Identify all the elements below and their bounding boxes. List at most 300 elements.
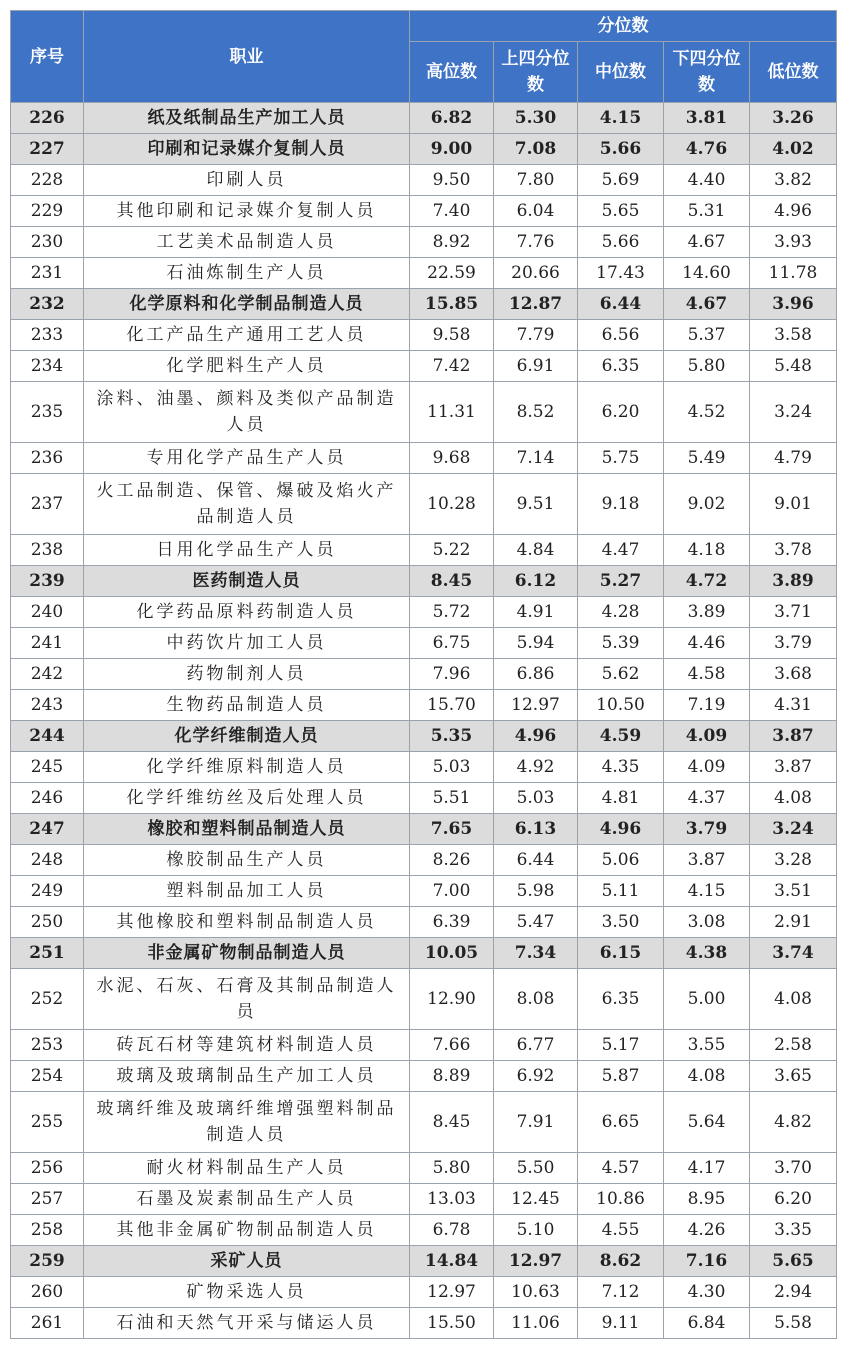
row-occupation: 化学肥料生产人员 xyxy=(84,351,410,382)
row-low: 5.65 xyxy=(750,1246,837,1277)
row-low: 3.82 xyxy=(750,165,837,196)
row-median: 3.50 xyxy=(578,907,664,938)
table-row xyxy=(11,1153,837,1184)
row-median: 17.43 xyxy=(578,258,664,289)
row-low: 9.01 xyxy=(750,474,837,535)
row-median: 6.20 xyxy=(578,382,664,443)
row-upper-quartile: 6.04 xyxy=(494,196,578,227)
row-occupation: 石油炼制生产人员 xyxy=(84,258,410,289)
row-median: 5.66 xyxy=(578,134,664,165)
row-upper-quartile: 4.91 xyxy=(494,597,578,628)
row-occupation: 专用化学产品生产人员 xyxy=(84,443,410,474)
row-lower-quartile: 3.87 xyxy=(664,845,750,876)
row-low: 4.82 xyxy=(750,1092,837,1153)
row-occupation: 其他非金属矿物制品制造人员 xyxy=(84,1215,410,1246)
header-lower-quartile: 下四分位数 xyxy=(664,42,750,103)
row-occupation: 火工品制造、保管、爆破及焰火产品制造人员 xyxy=(84,474,410,535)
row-low: 6.20 xyxy=(750,1184,837,1215)
row-occupation: 印刷人员 xyxy=(84,165,410,196)
header-low: 低位数 xyxy=(750,42,837,103)
row-lower-quartile: 4.52 xyxy=(664,382,750,443)
row-high: 15.50 xyxy=(410,1308,494,1339)
row-high: 9.68 xyxy=(410,443,494,474)
row-occupation: 耐火材料制品生产人员 xyxy=(84,1153,410,1184)
row-seq: 252 xyxy=(11,969,84,1030)
row-seq: 241 xyxy=(11,628,84,659)
table-row xyxy=(11,752,837,783)
row-median: 9.18 xyxy=(578,474,664,535)
row-lower-quartile: 4.17 xyxy=(664,1153,750,1184)
row-lower-quartile: 4.67 xyxy=(664,289,750,320)
row-median: 7.12 xyxy=(578,1277,664,1308)
row-upper-quartile: 10.63 xyxy=(494,1277,578,1308)
row-occupation: 生物药品制造人员 xyxy=(84,690,410,721)
row-seq: 238 xyxy=(11,535,84,566)
table-row xyxy=(11,783,837,814)
row-low: 2.91 xyxy=(750,907,837,938)
row-upper-quartile: 6.77 xyxy=(494,1030,578,1061)
row-upper-quartile: 9.51 xyxy=(494,474,578,535)
row-high: 10.05 xyxy=(410,938,494,969)
row-median: 4.81 xyxy=(578,783,664,814)
row-low: 2.94 xyxy=(750,1277,837,1308)
row-upper-quartile: 8.52 xyxy=(494,382,578,443)
row-median: 8.62 xyxy=(578,1246,664,1277)
row-lower-quartile: 5.80 xyxy=(664,351,750,382)
row-high: 8.92 xyxy=(410,227,494,258)
row-low: 3.78 xyxy=(750,535,837,566)
row-median: 10.50 xyxy=(578,690,664,721)
table-row xyxy=(11,1092,837,1153)
row-median: 5.11 xyxy=(578,876,664,907)
row-low: 3.26 xyxy=(750,103,837,134)
row-high: 6.82 xyxy=(410,103,494,134)
row-high: 6.75 xyxy=(410,628,494,659)
table-row-category xyxy=(11,1246,837,1277)
row-high: 9.00 xyxy=(410,134,494,165)
row-upper-quartile: 20.66 xyxy=(494,258,578,289)
row-low: 3.71 xyxy=(750,597,837,628)
row-high: 7.42 xyxy=(410,351,494,382)
row-high: 12.97 xyxy=(410,1277,494,1308)
row-high: 5.51 xyxy=(410,783,494,814)
row-low: 3.79 xyxy=(750,628,837,659)
row-median: 4.15 xyxy=(578,103,664,134)
row-lower-quartile: 4.72 xyxy=(664,566,750,597)
row-lower-quartile: 5.37 xyxy=(664,320,750,351)
row-low: 3.35 xyxy=(750,1215,837,1246)
row-upper-quartile: 5.30 xyxy=(494,103,578,134)
header-seq: 序号 xyxy=(11,11,84,103)
row-lower-quartile: 4.46 xyxy=(664,628,750,659)
row-high: 9.50 xyxy=(410,165,494,196)
row-occupation: 化学原料和化学制品制造人员 xyxy=(84,289,410,320)
row-upper-quartile: 6.92 xyxy=(494,1061,578,1092)
row-low: 3.93 xyxy=(750,227,837,258)
table-row xyxy=(11,969,837,1030)
row-occupation: 其他印刷和记录媒介复制人员 xyxy=(84,196,410,227)
header-median: 中位数 xyxy=(578,42,664,103)
row-upper-quartile: 12.97 xyxy=(494,1246,578,1277)
row-upper-quartile: 7.79 xyxy=(494,320,578,351)
row-seq: 235 xyxy=(11,382,84,443)
row-occupation: 砖瓦石材等建筑材料制造人员 xyxy=(84,1030,410,1061)
row-median: 5.69 xyxy=(578,165,664,196)
row-lower-quartile: 3.55 xyxy=(664,1030,750,1061)
row-occupation: 印刷和记录媒介复制人员 xyxy=(84,134,410,165)
row-seq: 230 xyxy=(11,227,84,258)
table-row xyxy=(11,320,837,351)
row-low: 4.96 xyxy=(750,196,837,227)
row-occupation: 医药制造人员 xyxy=(84,566,410,597)
table-row xyxy=(11,165,837,196)
row-upper-quartile: 4.96 xyxy=(494,721,578,752)
row-seq: 255 xyxy=(11,1092,84,1153)
row-lower-quartile: 5.49 xyxy=(664,443,750,474)
row-low: 4.79 xyxy=(750,443,837,474)
row-upper-quartile: 5.10 xyxy=(494,1215,578,1246)
row-median: 5.75 xyxy=(578,443,664,474)
row-upper-quartile: 12.97 xyxy=(494,690,578,721)
header-quantile-group: 分位数 xyxy=(410,11,837,42)
row-occupation: 橡胶和塑料制品制造人员 xyxy=(84,814,410,845)
table-row xyxy=(11,258,837,289)
table-row xyxy=(11,1061,837,1092)
row-median: 4.28 xyxy=(578,597,664,628)
row-seq: 237 xyxy=(11,474,84,535)
row-upper-quartile: 5.03 xyxy=(494,783,578,814)
row-high: 7.66 xyxy=(410,1030,494,1061)
row-median: 6.35 xyxy=(578,351,664,382)
row-high: 10.28 xyxy=(410,474,494,535)
row-occupation: 化工产品生产通用工艺人员 xyxy=(84,320,410,351)
row-seq: 227 xyxy=(11,134,84,165)
table-row xyxy=(11,597,837,628)
row-seq: 244 xyxy=(11,721,84,752)
row-seq: 236 xyxy=(11,443,84,474)
row-lower-quartile: 4.08 xyxy=(664,1061,750,1092)
row-upper-quartile: 7.34 xyxy=(494,938,578,969)
row-seq: 240 xyxy=(11,597,84,628)
row-occupation: 药物制剂人员 xyxy=(84,659,410,690)
table-row xyxy=(11,1184,837,1215)
row-upper-quartile: 6.13 xyxy=(494,814,578,845)
row-seq: 246 xyxy=(11,783,84,814)
table-row-category xyxy=(11,289,837,320)
row-seq: 247 xyxy=(11,814,84,845)
row-seq: 261 xyxy=(11,1308,84,1339)
row-lower-quartile: 6.84 xyxy=(664,1308,750,1339)
table-row xyxy=(11,227,837,258)
row-high: 8.89 xyxy=(410,1061,494,1092)
row-seq: 231 xyxy=(11,258,84,289)
row-low: 3.24 xyxy=(750,382,837,443)
row-occupation: 化学纤维纺丝及后处理人员 xyxy=(84,783,410,814)
row-high: 13.03 xyxy=(410,1184,494,1215)
row-lower-quartile: 3.08 xyxy=(664,907,750,938)
row-low: 4.08 xyxy=(750,969,837,1030)
table-row xyxy=(11,196,837,227)
row-high: 5.22 xyxy=(410,535,494,566)
row-seq: 251 xyxy=(11,938,84,969)
row-seq: 242 xyxy=(11,659,84,690)
row-median: 4.59 xyxy=(578,721,664,752)
wage-quantile-table xyxy=(10,10,837,1339)
row-lower-quartile: 4.76 xyxy=(664,134,750,165)
row-median: 5.27 xyxy=(578,566,664,597)
row-high: 15.85 xyxy=(410,289,494,320)
table-row-category xyxy=(11,814,837,845)
row-high: 6.78 xyxy=(410,1215,494,1246)
row-occupation: 玻璃及玻璃制品生产加工人员 xyxy=(84,1061,410,1092)
table-row xyxy=(11,1308,837,1339)
row-high: 5.03 xyxy=(410,752,494,783)
row-high: 5.72 xyxy=(410,597,494,628)
row-upper-quartile: 7.80 xyxy=(494,165,578,196)
row-median: 6.15 xyxy=(578,938,664,969)
row-seq: 253 xyxy=(11,1030,84,1061)
row-occupation: 其他橡胶和塑料制品制造人员 xyxy=(84,907,410,938)
table-body xyxy=(11,103,837,1339)
row-lower-quartile: 4.38 xyxy=(664,938,750,969)
row-low: 4.02 xyxy=(750,134,837,165)
row-seq: 256 xyxy=(11,1153,84,1184)
row-upper-quartile: 12.45 xyxy=(494,1184,578,1215)
row-seq: 245 xyxy=(11,752,84,783)
table-row xyxy=(11,628,837,659)
row-high: 11.31 xyxy=(410,382,494,443)
row-upper-quartile: 4.84 xyxy=(494,535,578,566)
table-row xyxy=(11,907,837,938)
table-row xyxy=(11,845,837,876)
table-row xyxy=(11,382,837,443)
row-lower-quartile: 14.60 xyxy=(664,258,750,289)
table-row xyxy=(11,351,837,382)
row-high: 15.70 xyxy=(410,690,494,721)
row-seq: 254 xyxy=(11,1061,84,1092)
row-low: 3.89 xyxy=(750,566,837,597)
row-seq: 239 xyxy=(11,566,84,597)
row-seq: 248 xyxy=(11,845,84,876)
row-median: 5.66 xyxy=(578,227,664,258)
row-lower-quartile: 4.26 xyxy=(664,1215,750,1246)
row-seq: 249 xyxy=(11,876,84,907)
row-lower-quartile: 4.09 xyxy=(664,752,750,783)
table-row-category xyxy=(11,103,837,134)
row-low: 3.65 xyxy=(750,1061,837,1092)
table-row xyxy=(11,474,837,535)
row-low: 4.08 xyxy=(750,783,837,814)
row-high: 9.58 xyxy=(410,320,494,351)
row-median: 4.35 xyxy=(578,752,664,783)
row-low: 3.87 xyxy=(750,721,837,752)
row-seq: 257 xyxy=(11,1184,84,1215)
row-upper-quartile: 11.06 xyxy=(494,1308,578,1339)
table-row-category xyxy=(11,566,837,597)
table-row-category xyxy=(11,134,837,165)
row-median: 5.39 xyxy=(578,628,664,659)
row-seq: 232 xyxy=(11,289,84,320)
row-median: 6.56 xyxy=(578,320,664,351)
row-low: 3.58 xyxy=(750,320,837,351)
row-high: 7.65 xyxy=(410,814,494,845)
row-high: 8.45 xyxy=(410,1092,494,1153)
row-upper-quartile: 7.08 xyxy=(494,134,578,165)
row-high: 5.35 xyxy=(410,721,494,752)
row-high: 7.00 xyxy=(410,876,494,907)
row-lower-quartile: 7.16 xyxy=(664,1246,750,1277)
row-seq: 250 xyxy=(11,907,84,938)
row-low: 4.31 xyxy=(750,690,837,721)
row-lower-quartile: 4.30 xyxy=(664,1277,750,1308)
row-occupation: 塑料制品加工人员 xyxy=(84,876,410,907)
row-seq: 243 xyxy=(11,690,84,721)
row-low: 5.48 xyxy=(750,351,837,382)
row-seq: 258 xyxy=(11,1215,84,1246)
row-low: 3.96 xyxy=(750,289,837,320)
row-occupation: 工艺美术品制造人员 xyxy=(84,227,410,258)
header-upper-quartile: 上四分位数 xyxy=(494,42,578,103)
row-lower-quartile: 4.09 xyxy=(664,721,750,752)
row-low: 3.24 xyxy=(750,814,837,845)
row-occupation: 非金属矿物制品制造人员 xyxy=(84,938,410,969)
row-occupation: 石墨及炭素制品生产人员 xyxy=(84,1184,410,1215)
row-occupation: 橡胶制品生产人员 xyxy=(84,845,410,876)
row-low: 2.58 xyxy=(750,1030,837,1061)
row-median: 6.44 xyxy=(578,289,664,320)
table-row-category xyxy=(11,938,837,969)
row-upper-quartile: 7.76 xyxy=(494,227,578,258)
row-seq: 226 xyxy=(11,103,84,134)
table-row xyxy=(11,1030,837,1061)
row-high: 12.90 xyxy=(410,969,494,1030)
row-median: 5.87 xyxy=(578,1061,664,1092)
table-row xyxy=(11,876,837,907)
row-lower-quartile: 5.00 xyxy=(664,969,750,1030)
row-lower-quartile: 4.67 xyxy=(664,227,750,258)
row-lower-quartile: 3.89 xyxy=(664,597,750,628)
row-low: 3.74 xyxy=(750,938,837,969)
row-lower-quartile: 5.31 xyxy=(664,196,750,227)
row-occupation: 涂料、油墨、颜料及类似产品制造人员 xyxy=(84,382,410,443)
row-seq: 229 xyxy=(11,196,84,227)
row-high: 6.39 xyxy=(410,907,494,938)
row-lower-quartile: 3.79 xyxy=(664,814,750,845)
row-seq: 234 xyxy=(11,351,84,382)
row-seq: 233 xyxy=(11,320,84,351)
table-header xyxy=(11,11,837,103)
row-upper-quartile: 4.92 xyxy=(494,752,578,783)
row-low: 5.58 xyxy=(750,1308,837,1339)
row-median: 6.35 xyxy=(578,969,664,1030)
row-low: 3.51 xyxy=(750,876,837,907)
row-lower-quartile: 3.81 xyxy=(664,103,750,134)
row-upper-quartile: 5.94 xyxy=(494,628,578,659)
row-occupation: 化学纤维制造人员 xyxy=(84,721,410,752)
row-median: 9.11 xyxy=(578,1308,664,1339)
row-upper-quartile: 8.08 xyxy=(494,969,578,1030)
row-upper-quartile: 7.91 xyxy=(494,1092,578,1153)
row-high: 5.80 xyxy=(410,1153,494,1184)
table-row xyxy=(11,535,837,566)
row-high: 7.96 xyxy=(410,659,494,690)
table-row-category xyxy=(11,721,837,752)
row-lower-quartile: 9.02 xyxy=(664,474,750,535)
row-low: 3.87 xyxy=(750,752,837,783)
row-lower-quartile: 4.40 xyxy=(664,165,750,196)
row-high: 7.40 xyxy=(410,196,494,227)
row-occupation: 化学纤维原料制造人员 xyxy=(84,752,410,783)
table-row xyxy=(11,690,837,721)
row-occupation: 水泥、石灰、石膏及其制品制造人员 xyxy=(84,969,410,1030)
row-lower-quartile: 5.64 xyxy=(664,1092,750,1153)
row-upper-quartile: 6.91 xyxy=(494,351,578,382)
row-median: 4.96 xyxy=(578,814,664,845)
row-occupation: 纸及纸制品生产加工人员 xyxy=(84,103,410,134)
header-occupation: 职业 xyxy=(84,11,410,103)
row-high: 14.84 xyxy=(410,1246,494,1277)
row-high: 8.45 xyxy=(410,566,494,597)
row-low: 3.70 xyxy=(750,1153,837,1184)
row-low: 11.78 xyxy=(750,258,837,289)
row-low: 3.68 xyxy=(750,659,837,690)
wage-table-container xyxy=(10,10,836,1339)
row-upper-quartile: 6.12 xyxy=(494,566,578,597)
row-median: 10.86 xyxy=(578,1184,664,1215)
row-lower-quartile: 4.15 xyxy=(664,876,750,907)
row-lower-quartile: 8.95 xyxy=(664,1184,750,1215)
row-seq: 260 xyxy=(11,1277,84,1308)
row-median: 5.06 xyxy=(578,845,664,876)
header-high: 高位数 xyxy=(410,42,494,103)
row-upper-quartile: 5.98 xyxy=(494,876,578,907)
row-upper-quartile: 12.87 xyxy=(494,289,578,320)
row-upper-quartile: 6.86 xyxy=(494,659,578,690)
row-occupation: 矿物采选人员 xyxy=(84,1277,410,1308)
row-median: 5.62 xyxy=(578,659,664,690)
row-median: 4.57 xyxy=(578,1153,664,1184)
row-lower-quartile: 4.58 xyxy=(664,659,750,690)
row-lower-quartile: 7.19 xyxy=(664,690,750,721)
table-row xyxy=(11,659,837,690)
table-row xyxy=(11,1277,837,1308)
row-upper-quartile: 5.47 xyxy=(494,907,578,938)
row-median: 6.65 xyxy=(578,1092,664,1153)
row-occupation: 采矿人员 xyxy=(84,1246,410,1277)
row-occupation: 中药饮片加工人员 xyxy=(84,628,410,659)
table-row xyxy=(11,1215,837,1246)
row-high: 22.59 xyxy=(410,258,494,289)
row-median: 4.55 xyxy=(578,1215,664,1246)
row-upper-quartile: 6.44 xyxy=(494,845,578,876)
row-lower-quartile: 4.18 xyxy=(664,535,750,566)
row-median: 5.65 xyxy=(578,196,664,227)
row-seq: 259 xyxy=(11,1246,84,1277)
row-high: 8.26 xyxy=(410,845,494,876)
row-upper-quartile: 5.50 xyxy=(494,1153,578,1184)
row-occupation: 日用化学品生产人员 xyxy=(84,535,410,566)
row-lower-quartile: 4.37 xyxy=(664,783,750,814)
row-occupation: 玻璃纤维及玻璃纤维增强塑料制品制造人员 xyxy=(84,1092,410,1153)
row-occupation: 化学药品原料药制造人员 xyxy=(84,597,410,628)
row-low: 3.28 xyxy=(750,845,837,876)
row-seq: 228 xyxy=(11,165,84,196)
row-occupation: 石油和天然气开采与储运人员 xyxy=(84,1308,410,1339)
table-row xyxy=(11,443,837,474)
row-median: 4.47 xyxy=(578,535,664,566)
row-upper-quartile: 7.14 xyxy=(494,443,578,474)
row-median: 5.17 xyxy=(578,1030,664,1061)
